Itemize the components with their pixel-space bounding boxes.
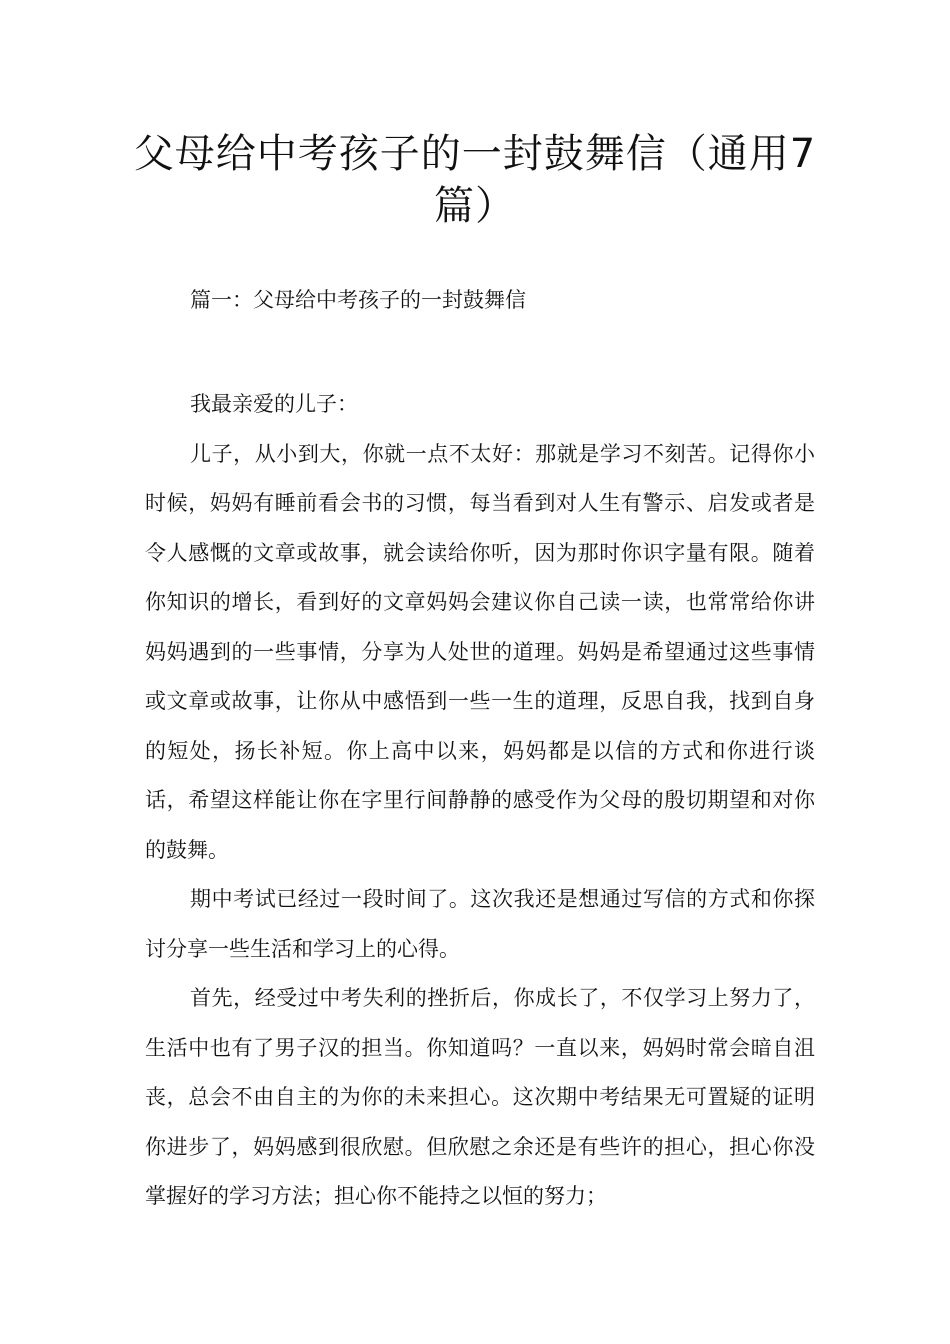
body-paragraph: 首先，经受过中考失利的挫折后，你成长了，不仅学习上努力了，生活中也有了男子汉的担当。你知道吗？一直以来，妈妈时常会暗自沮丧，总会不由自主的为你的未来担心。这次期中考结果无可置疑的证明你进步了，妈妈感到很欣慰。但欣慰之余还是有些许的担心，担心你没掌握好的学习方法；担心你不能持之以恒的努力； (145, 986, 815, 1208)
letter-body (145, 380, 815, 1222)
section-heading: 篇一：父母给中考孩子的一封鼓舞信 (190, 288, 526, 312)
body-paragraph: 儿子，从小到大，你就一点不太好：那就是学习不刻苦。记得你小时候，妈妈有睡前看会书的习惯，每当看到对人生有警示、启发或者是令人感慨的文章或故事，就会读给你听，因为那时你识字量有限。随着你知识的增长，看到好的文章妈妈会建议你自己读一读，也常常给你讲妈妈遇到的一些事情，分享为人处世的道理。妈妈是希望通过这些事情或文章或故事，让你从中感悟到一些一生的道理，反思自我，找到自身的短处，扬长补短。你上高中以来，妈妈都是以信的方式和你进行谈话，希望这样能让你在字里行间静静的感受作为父母的殷切期望和对你的鼓舞。 (145, 441, 815, 862)
body-paragraph: 期中考试已经过一段时间了。这次我还是想通过写信的方式和你探讨分享一些生活和学习上的心得。 (145, 887, 815, 961)
letter-greeting: 我最亲爱的儿子： (190, 392, 358, 416)
document-title: 父母给中考孩子的一封鼓舞信（通用7篇） (133, 131, 817, 229)
